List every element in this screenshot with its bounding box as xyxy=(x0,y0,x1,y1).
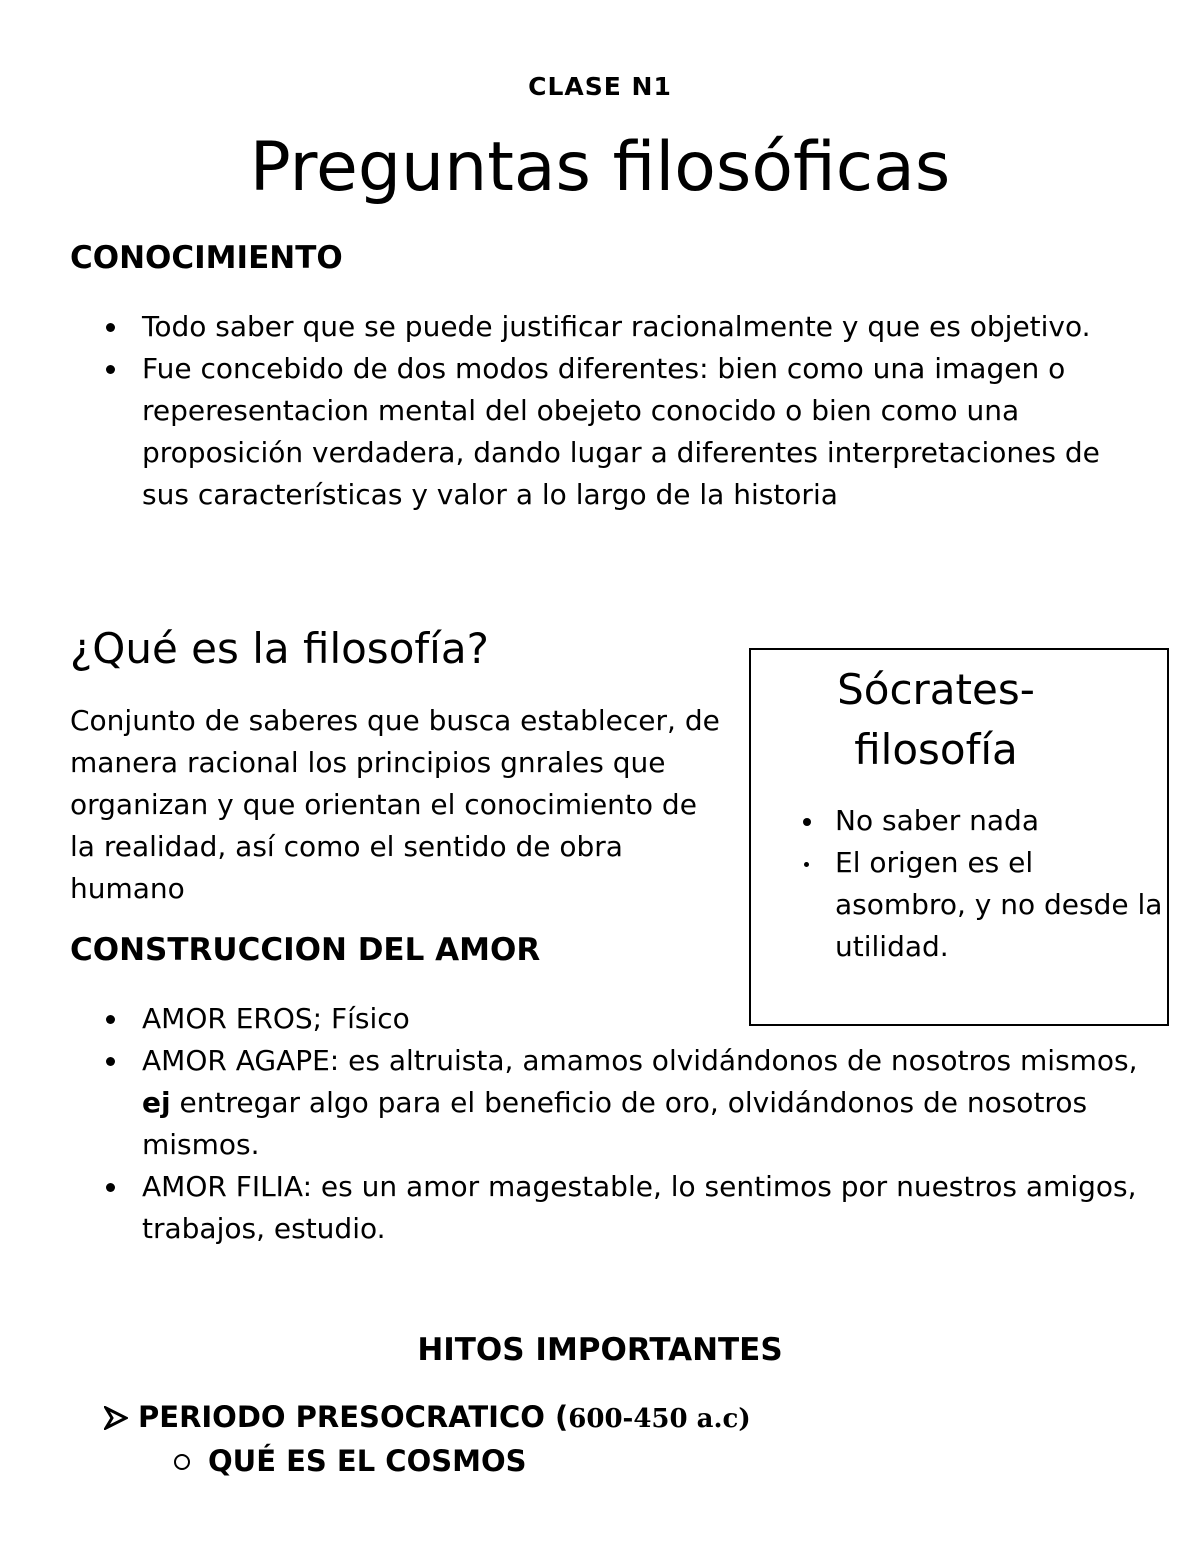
list-item xyxy=(70,998,1150,1040)
bullet-icon xyxy=(804,862,809,867)
list-item-text: Todo saber que se puede justificar racionalmente y que es objetivo. xyxy=(142,310,1091,343)
bullet-icon xyxy=(106,365,115,374)
cosmos-sub-item xyxy=(174,1440,527,1482)
list-item xyxy=(70,348,1150,516)
filosofia-definition: Conjunto de saberes que busca establecer, de manera racional los principios gnrales que organizan y que orientan el conocimiento de la realidad, así como el sentido de obra humano xyxy=(70,704,720,905)
list-item xyxy=(763,800,1163,842)
list-item-bold-text: ej xyxy=(142,1086,171,1119)
document-title: Preguntas filosóficas xyxy=(249,128,951,207)
bullet-icon xyxy=(106,1183,115,1192)
list-item xyxy=(70,1166,1150,1250)
bullet-icon xyxy=(106,1057,115,1066)
list-item-text: entregar algo para el beneficio de oro, olvidándonos de nosotros mismos. xyxy=(142,1086,1088,1161)
periodo-label: PERIODO PRESOCRATICO ( xyxy=(138,1400,569,1434)
list-item-text: AMOR FILIA: es un amor magestable, lo sentimos por nuestros amigos, trabajos, estudio. xyxy=(142,1170,1137,1245)
bullet-icon xyxy=(106,1015,115,1024)
conocimiento-heading: CONOCIMIENTO xyxy=(70,240,343,276)
list-item xyxy=(70,306,1150,348)
arrow-bullet-icon xyxy=(104,1396,138,1438)
list-item-text: AMOR EROS; Físico xyxy=(142,1002,410,1035)
bullet-icon xyxy=(803,818,811,826)
list-item xyxy=(70,1040,1150,1166)
list-item-text: Fue concebido de dos modos diferentes: bien como una imagen o reperesentacion mental del obejeto conocido o bien como una proposición verdadera, dando lugar a diferentes interpretaciones de sus características y valor a lo largo de la historia xyxy=(142,352,1100,511)
amor-list xyxy=(70,998,1150,1250)
periodo-dates: 600-450 a.c) xyxy=(568,1404,751,1434)
socrates-list xyxy=(763,800,1163,968)
list-item-text: El origen es el asombro, y no desde la utilidad. xyxy=(835,846,1163,963)
conocimiento-list xyxy=(70,306,1150,516)
filosofia-heading: ¿Qué es la filosofía? xyxy=(70,624,489,673)
list-item-text: No saber nada xyxy=(835,804,1039,837)
circle-bullet-icon xyxy=(174,1454,190,1470)
socrates-box xyxy=(749,648,1169,1026)
list-item xyxy=(763,842,1163,968)
sub-item-text: QUÉ ES EL COSMOS xyxy=(208,1444,527,1478)
hitos-heading: HITOS IMPORTANTES xyxy=(417,1332,783,1368)
bullet-icon xyxy=(106,323,115,332)
list-item-text: AMOR AGAPE: es altruista, amamos olvidándonos de nosotros mismos, xyxy=(142,1044,1138,1077)
class-label: CLASE N1 xyxy=(528,72,672,101)
socrates-box-title: Sócrates-filosofía xyxy=(837,665,1035,774)
periodo-item xyxy=(104,1396,751,1440)
amor-heading: CONSTRUCCION DEL AMOR xyxy=(70,932,541,968)
